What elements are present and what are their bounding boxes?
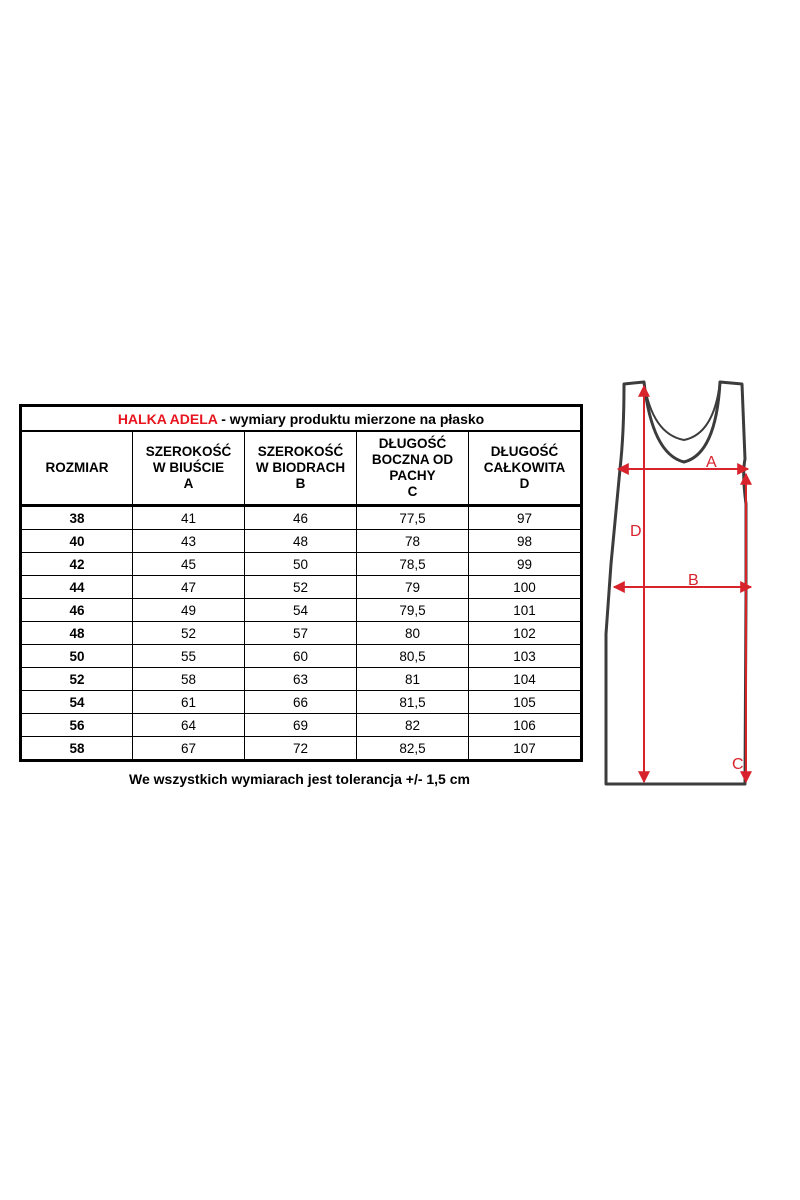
cell-bust-width: 45: [133, 553, 245, 576]
cell-hip-width: 52: [245, 576, 357, 599]
table-row: [21, 714, 582, 737]
cell-side-length: 78: [357, 530, 469, 553]
table-row: [21, 506, 582, 530]
cell-side-length: 77,5: [357, 506, 469, 530]
cell-total-length: 101: [469, 599, 582, 622]
cell-side-length: 82: [357, 714, 469, 737]
cell-size: 46: [21, 599, 133, 622]
header-line: ROZMIAR: [45, 460, 109, 475]
size-table: [19, 404, 583, 762]
label-b: B: [688, 572, 699, 589]
cell-total-length: 105: [469, 691, 582, 714]
cell-size: 54: [21, 691, 133, 714]
cell-hip-width: 66: [245, 691, 357, 714]
cell-size: 56: [21, 714, 133, 737]
table-row: [21, 737, 582, 761]
header-line: A: [183, 476, 194, 491]
cell-bust-width: 43: [133, 530, 245, 553]
cell-hip-width: 54: [245, 599, 357, 622]
cell-size: 48: [21, 622, 133, 645]
header-line: PACHY: [389, 468, 436, 483]
cell-total-length: 102: [469, 622, 582, 645]
cell-hip-width: 60: [245, 645, 357, 668]
table-row: [21, 645, 582, 668]
cell-hip-width: 48: [245, 530, 357, 553]
cell-hip-width: 63: [245, 668, 357, 691]
cell-side-length: 79,5: [357, 599, 469, 622]
cell-size: 42: [21, 553, 133, 576]
cell-total-length: 99: [469, 553, 582, 576]
cell-side-length: 78,5: [357, 553, 469, 576]
cell-side-length: 80: [357, 622, 469, 645]
cell-hip-width: 57: [245, 622, 357, 645]
label-d: D: [630, 523, 642, 540]
cell-total-length: 103: [469, 645, 582, 668]
cell-bust-width: 52: [133, 622, 245, 645]
cell-size: 38: [21, 506, 133, 530]
cell-bust-width: 67: [133, 737, 245, 761]
header-line: B: [295, 476, 306, 491]
cell-size: 58: [21, 737, 133, 761]
cell-size: 50: [21, 645, 133, 668]
cell-total-length: 106: [469, 714, 582, 737]
table-row: [21, 668, 582, 691]
table-row: [21, 691, 582, 714]
cell-hip-width: 46: [245, 506, 357, 530]
header-side-length: [357, 431, 469, 506]
table-row: [21, 622, 582, 645]
cell-side-length: 82,5: [357, 737, 469, 761]
cell-side-length: 79: [357, 576, 469, 599]
header-hip-width: [245, 431, 357, 506]
tolerance-note: We wszystkich wymiarach jest tolerancja +/- 1,5 cm: [129, 771, 470, 787]
table-row: [21, 553, 582, 576]
cell-bust-width: 49: [133, 599, 245, 622]
table-title: [21, 406, 582, 432]
cell-size: 52: [21, 668, 133, 691]
label-a: A: [706, 454, 717, 471]
header-line: BOCZNA OD: [371, 452, 454, 467]
table-row: [21, 576, 582, 599]
dress-diagram: [596, 374, 766, 794]
cell-hip-width: 72: [245, 737, 357, 761]
cell-bust-width: 58: [133, 668, 245, 691]
table-row: [21, 599, 582, 622]
cell-bust-width: 55: [133, 645, 245, 668]
cell-size: 40: [21, 530, 133, 553]
table-row: [21, 530, 582, 553]
cell-side-length: 81: [357, 668, 469, 691]
cell-bust-width: 61: [133, 691, 245, 714]
product-name: HALKA ADELA: [117, 410, 218, 427]
header-line: C: [407, 484, 418, 499]
header-line: D: [519, 476, 530, 491]
header-line: CAŁKOWITA: [483, 460, 566, 475]
cell-side-length: 81,5: [357, 691, 469, 714]
cell-hip-width: 50: [245, 553, 357, 576]
cell-hip-width: 69: [245, 714, 357, 737]
cell-total-length: 97: [469, 506, 582, 530]
header-line: W BIODRACH: [255, 460, 346, 475]
cell-size: 44: [21, 576, 133, 599]
table-title-row: [21, 406, 582, 432]
cell-total-length: 100: [469, 576, 582, 599]
header-line: W BIUŚCIE: [152, 460, 225, 475]
cell-total-length: 98: [469, 530, 582, 553]
cell-total-length: 107: [469, 737, 582, 761]
dress-outline: [606, 382, 746, 784]
table-title-text: - wymiary produktu mierzone na płasko: [217, 410, 485, 427]
header-line: SZEROKOŚĆ: [145, 444, 232, 459]
header-total-length: [469, 431, 582, 506]
label-c: C: [732, 756, 744, 773]
cell-bust-width: 47: [133, 576, 245, 599]
cell-bust-width: 64: [133, 714, 245, 737]
cell-side-length: 80,5: [357, 645, 469, 668]
cell-total-length: 104: [469, 668, 582, 691]
header-line: DŁUGOŚĆ: [490, 444, 559, 459]
header-line: DŁUGOŚĆ: [378, 436, 447, 451]
header-rozmiar: [21, 431, 133, 506]
table-header-row: [21, 431, 582, 506]
cell-bust-width: 41: [133, 506, 245, 530]
header-line: SZEROKOŚĆ: [257, 444, 344, 459]
header-bust-width: [133, 431, 245, 506]
